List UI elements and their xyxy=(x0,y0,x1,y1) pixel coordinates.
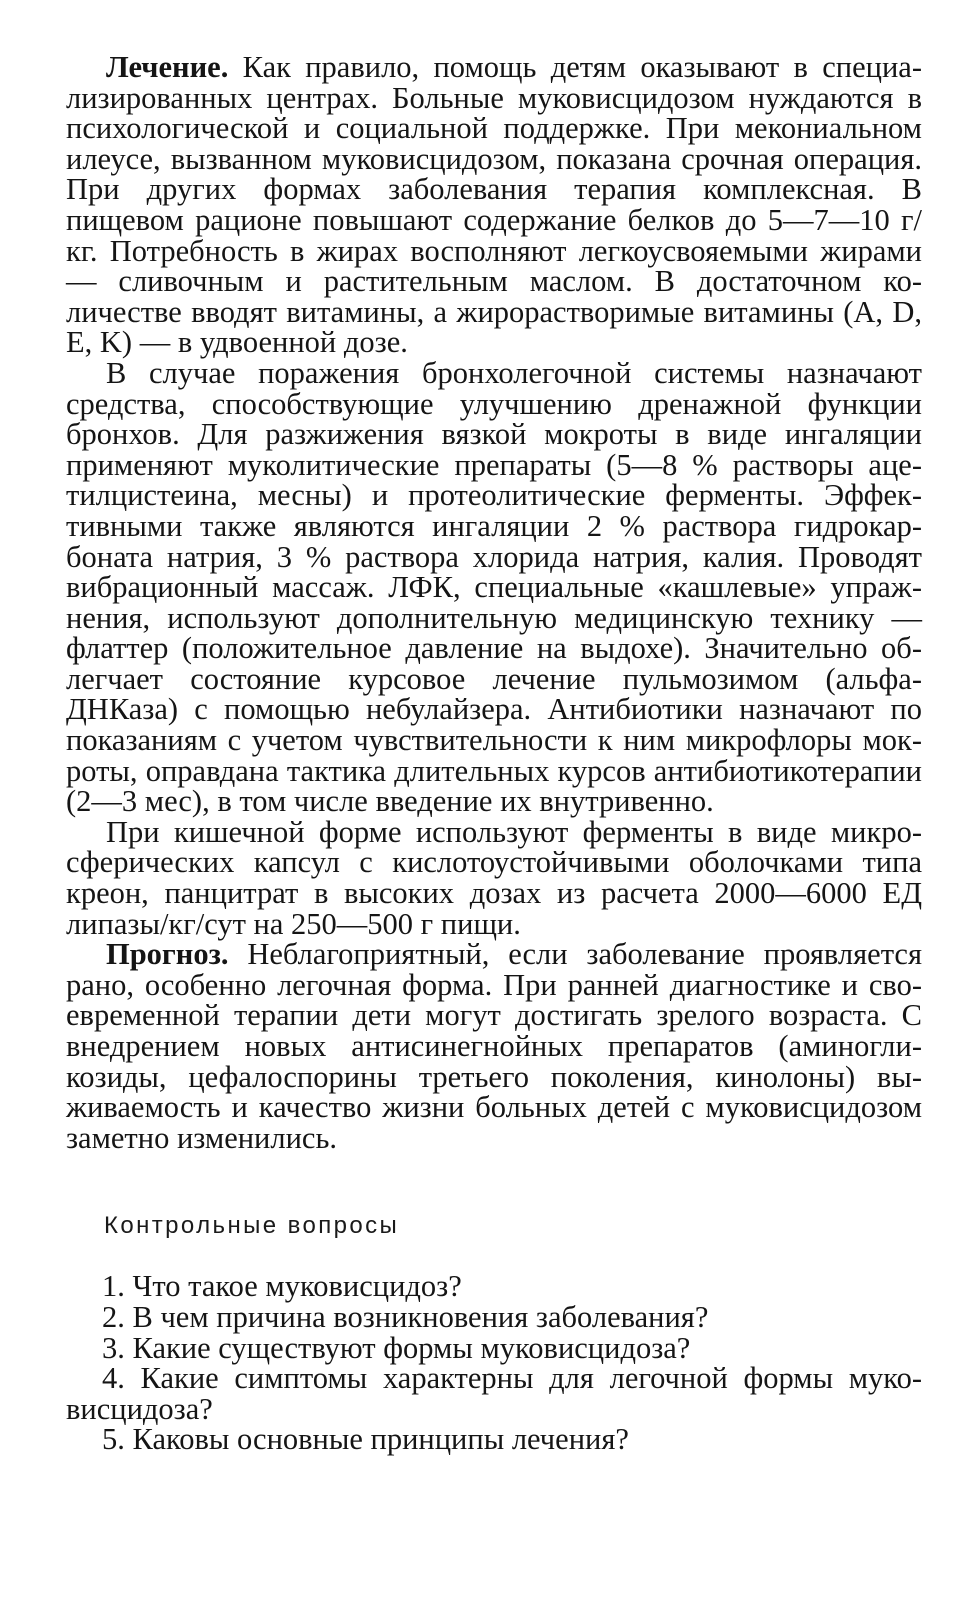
treatment-paragraph xyxy=(66,52,922,358)
question-item: 3. Какие существуют формы муковисцидоза? xyxy=(102,1330,691,1365)
prognosis-text: Неблагоприятный, если заболевание проявляется рано, особенно легочная форма. При ранней диагностике и своевременной терапии дети могут достигать зрелого возраста. С внедрением новых антисинегнойных препаратов (аминогликозиды, цефалоспорины третьего поколения, кинолоны) выживаемость и качество жизни больных детей с муковисцидозом заметно изменились. xyxy=(66,937,922,1155)
control-questions-heading: Контрольные вопросы xyxy=(104,1212,400,1240)
treatment-text: Как правило, помощь детям оказывают в специализированных центрах. Больные муковисцидозом нуждаются в психологической и социальной поддержке. При мекониальном илеусе, вызванном муковисцидозом, показана срочная операция. При других формах заболевания терапия комплексная. В пищевом рационе повышают содержание белков до 5—7—10 г/кг. Потребность в жирах восполняют легкоусвояемыми жирами — сливочным и растительным маслом. В достаточном количестве вводят витамины, а жирорастворимые витамины (A, D, E, K) — в удвоенной дозе. xyxy=(66,50,922,360)
question-item: 4. Какие симптомы характерны для легочной формы муковисцидоза? xyxy=(66,1361,922,1426)
treatment-heading: Лечение. xyxy=(106,50,229,84)
question-item: 1. Что такое муковисцидоз? xyxy=(102,1269,462,1304)
document-page xyxy=(66,52,922,1455)
control-questions-list xyxy=(66,1271,922,1455)
intestinal-treatment-paragraph: При кишечной форме используют ферменты в виде микросферических капсул с кислотоустойчивыми оболочками типа креон, панцитрат в высоких дозах из расчета 2000—6000 ЕД липазы/кг/сут на 250—500 г пищи. xyxy=(66,814,922,941)
prognosis-heading: Прогноз. xyxy=(106,937,229,972)
question-item: 2. В чем причина возникновения заболевания? xyxy=(102,1299,709,1334)
prognosis-paragraph xyxy=(66,939,922,1153)
question-item: 5. Каковы основные принципы лечения? xyxy=(102,1422,629,1457)
bronchopulmonary-treatment-paragraph: В случае поражения бронхолегочной системы назначают средства, способствующие улучшению дренажной функции бронхов. Для разжижения вязкой мокроты в виде ингаляции применяют муколитические препараты (5—8 % растворы ацетилцистеина, месны) и протеолитические ферменты. Эффективными также являются ингаляции 2 % раствора гидрокарбоната натрия, 3 % раствора хлорида натрия, калия. Проводят вибрационный массаж. ЛФК, специальные «кашлевые» упражнения, используют дополнительную медицинскую технику — флаттер (положительное давление на выдохе). Значительно облегчает состояние курсовое лечение пульмозимом (альфа-ДНКаза) с помощью небулайзера. Антибиотики назначают по показаниям с учетом чувствительности к ним микрофлоры мокроты, оправдана тактика длительных курсов антибиотикотерапии (2—3 мес), в том числе введение их внутривенно. xyxy=(66,355,922,819)
